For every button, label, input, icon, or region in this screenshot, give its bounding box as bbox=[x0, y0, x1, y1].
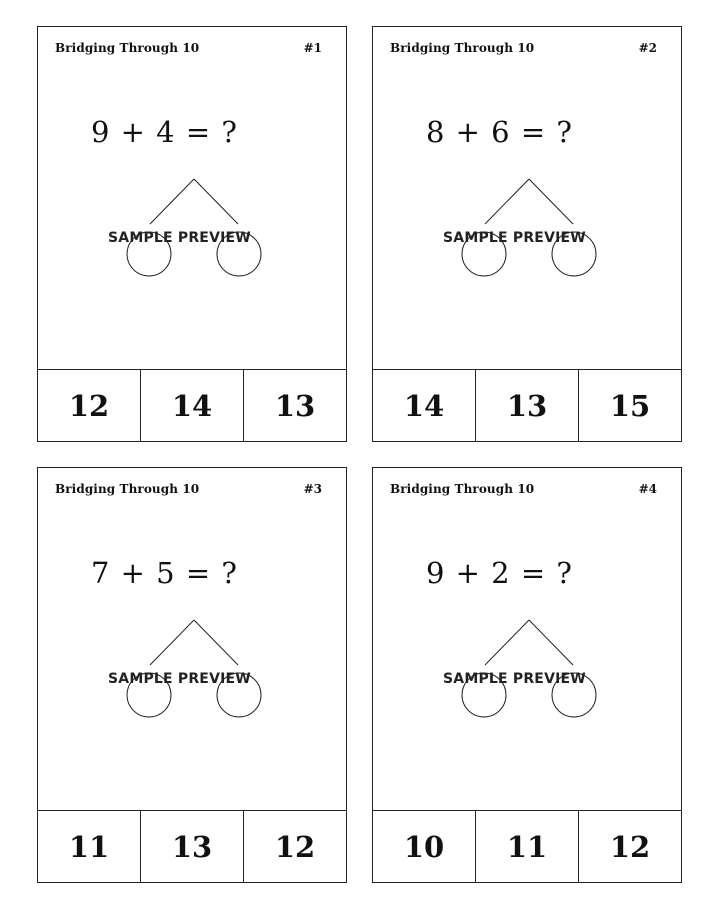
bond-left-branch bbox=[485, 179, 529, 224]
card-number: #2 bbox=[638, 41, 657, 55]
sample-preview-watermark: SAMPLE PREVIEW bbox=[108, 230, 251, 246]
answer-options bbox=[37, 369, 347, 442]
bond-left-branch bbox=[150, 620, 194, 665]
answer-options bbox=[37, 810, 347, 883]
card-number: #4 bbox=[638, 482, 657, 496]
card-number: #3 bbox=[303, 482, 322, 496]
bond-right-branch bbox=[194, 179, 238, 224]
answer-option[interactable]: 13 bbox=[140, 811, 243, 883]
bond-left-branch bbox=[150, 179, 194, 224]
number-bond-diagram bbox=[126, 618, 262, 720]
task-card-1 bbox=[37, 26, 347, 442]
bond-left-branch bbox=[485, 620, 529, 665]
answer-option[interactable]: 13 bbox=[475, 370, 578, 442]
card-title: Bridging Through 10 bbox=[390, 41, 535, 55]
answer-option[interactable]: 11 bbox=[475, 811, 578, 883]
sample-preview-watermark: SAMPLE PREVIEW bbox=[443, 671, 586, 687]
answer-options bbox=[372, 810, 682, 883]
sample-preview-watermark: SAMPLE PREVIEW bbox=[108, 671, 251, 687]
number-bond-diagram bbox=[461, 177, 597, 279]
task-card-3 bbox=[37, 467, 347, 883]
sample-preview-watermark: SAMPLE PREVIEW bbox=[443, 230, 586, 246]
task-card-4 bbox=[372, 467, 682, 883]
equation: 7 + 5 = ? bbox=[91, 556, 238, 590]
answer-option[interactable]: 11 bbox=[37, 811, 140, 883]
answer-option[interactable]: 13 bbox=[243, 370, 347, 442]
equation: 9 + 4 = ? bbox=[91, 115, 238, 149]
number-bond-diagram bbox=[461, 618, 597, 720]
answer-options bbox=[372, 369, 682, 442]
bond-right-branch bbox=[194, 620, 238, 665]
number-bond-diagram bbox=[126, 177, 262, 279]
answer-option[interactable]: 14 bbox=[140, 370, 243, 442]
bond-right-branch bbox=[529, 620, 573, 665]
bond-right-branch bbox=[529, 179, 573, 224]
equation: 8 + 6 = ? bbox=[426, 115, 573, 149]
card-number: #1 bbox=[303, 41, 322, 55]
answer-option[interactable]: 12 bbox=[37, 370, 140, 442]
answer-option[interactable]: 14 bbox=[372, 370, 475, 442]
answer-option[interactable]: 12 bbox=[578, 811, 682, 883]
equation: 9 + 2 = ? bbox=[426, 556, 573, 590]
answer-option[interactable]: 10 bbox=[372, 811, 475, 883]
card-title: Bridging Through 10 bbox=[390, 482, 535, 496]
task-card-2 bbox=[372, 26, 682, 442]
card-title: Bridging Through 10 bbox=[55, 482, 200, 496]
card-title: Bridging Through 10 bbox=[55, 41, 200, 55]
answer-option[interactable]: 12 bbox=[243, 811, 347, 883]
answer-option[interactable]: 15 bbox=[578, 370, 682, 442]
